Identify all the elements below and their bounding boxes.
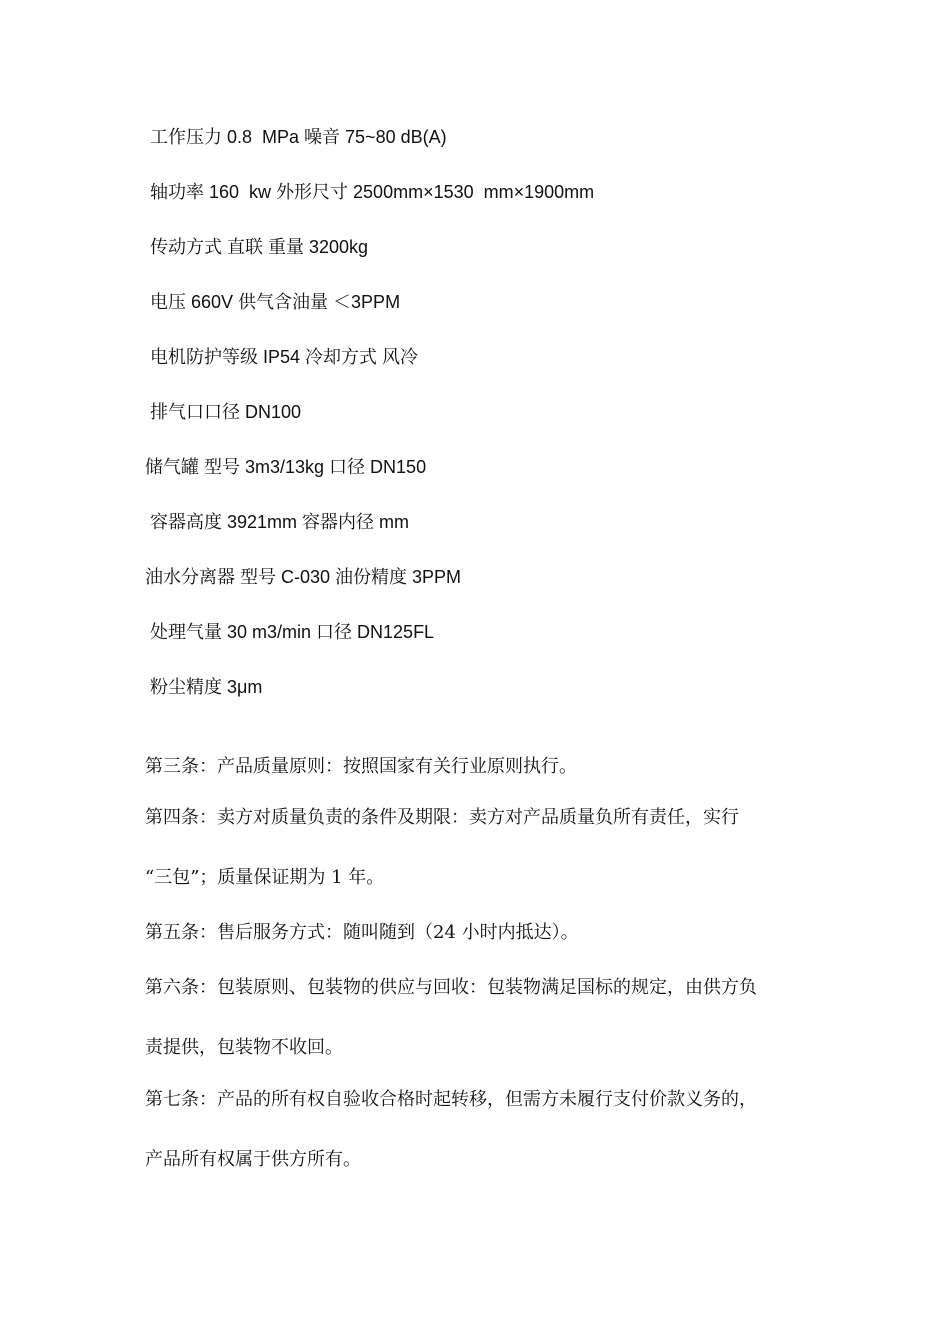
spec-line-exhaust: 排气口口径 DN100 [150,402,302,422]
clause-article-6: 第六条：包装原则、包装物的供应与回收：包装物满足国标的规定，由供方负 [145,977,757,998]
clause-article-6-continued: 责提供，包装物不收回。 [145,1037,343,1058]
spec-line-dust: 粉尘精度 3μm [150,677,263,697]
clause-article-7: 第七条：产品的所有权自验收合格时起转移，但需方未履行支付价款义务的， [145,1089,757,1110]
spec-line-air-volume: 处理气量 30 m3/min 口径 DN125FL [150,622,435,642]
spec-line-air-tank: 储气罐 型号 3m3/13kg 口径 DN150 [145,457,427,477]
spec-line-separator: 油水分离器 型号 C-030 油份精度 3PPM [145,567,462,587]
clause-article-7-continued: 产品所有权属于供方所有。 [145,1149,361,1170]
clause-article-4: 第四条：卖方对质量负责的条件及期限：卖方对产品质量负所有责任，实行 [145,807,739,828]
spec-line-drive-weight: 传动方式 直联 重量 3200kg [150,237,369,257]
clause-article-5: 第五条：售后服务方式：随叫随到（24 小时内抵达）。 [145,922,579,943]
spec-line-container: 容器高度 3921mm 容器内径 mm [150,512,410,532]
spec-line-power-dimensions: 轴功率 160 kw 外形尺寸 2500mm×1530 mm×1900mm [150,182,595,202]
clause-article-3: 第三条：产品质量原则：按照国家有关行业原则执行。 [145,756,577,777]
spec-line-voltage-oil: 电压 660V 供气含油量 ＜3PPM [150,292,401,312]
spec-line-pressure-noise: 工作压力 0.8 MPa 噪音 75~80 dB(A) [150,127,447,147]
clause-article-4-continued: “三包”；质量保证期为 1 年。 [145,867,385,888]
spec-line-protection-cooling: 电机防护等级 IP54 冷却方式 风冷 [150,347,419,367]
